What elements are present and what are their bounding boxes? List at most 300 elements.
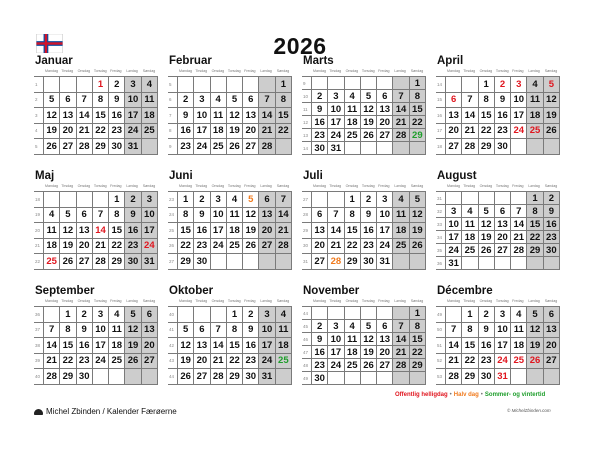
day-cell: 5 — [226, 92, 242, 108]
day-cell: 9 — [312, 333, 328, 346]
month-8 — [436, 170, 560, 283]
week-number: 37 — [34, 322, 44, 338]
day-cell — [377, 142, 393, 155]
weekday-label: Lørdag — [528, 69, 540, 73]
week-number: 53 — [436, 369, 446, 385]
day-cell: 14 — [393, 333, 409, 346]
day-cell: 28 — [275, 238, 291, 254]
month-3 — [302, 55, 426, 168]
day-cell — [409, 142, 425, 155]
day-cell: 16 — [543, 218, 559, 231]
day-cell: 10 — [328, 333, 344, 346]
day-cell: 17 — [494, 338, 510, 354]
day-cell: 8 — [462, 322, 478, 338]
day-cell: 9 — [194, 207, 210, 223]
day-cell: 25 — [210, 139, 226, 155]
week-row — [302, 333, 426, 346]
day-cell — [462, 192, 478, 205]
day-cell: 16 — [494, 108, 510, 124]
weekday-label: Onsdag — [77, 184, 91, 188]
day-cell: 20 — [377, 116, 393, 129]
day-cell: 24 — [511, 123, 527, 139]
weekday-label: Søndag — [544, 299, 558, 303]
day-cell: 7 — [462, 92, 478, 108]
day-cell — [328, 307, 344, 320]
week-number: 1 — [34, 77, 44, 93]
day-cell: 5 — [543, 77, 559, 93]
day-cell: 19 — [125, 338, 141, 354]
week-row — [168, 123, 292, 139]
day-cell: 9 — [109, 92, 125, 108]
weekday-label: Søndag — [276, 184, 290, 188]
day-cell: 17 — [446, 231, 462, 244]
day-cell: 18 — [462, 231, 478, 244]
week-number: 40 — [34, 369, 44, 385]
day-cell: 14 — [462, 108, 478, 124]
weekday-label: Lørdag — [126, 69, 138, 73]
day-cell: 25 — [344, 359, 360, 372]
day-cell — [478, 257, 494, 270]
day-cell: 23 — [194, 238, 210, 254]
day-cell: 10 — [125, 92, 141, 108]
week-row — [436, 218, 560, 231]
week-row — [302, 129, 426, 142]
day-cell — [125, 369, 141, 385]
weekday-label: Fredag — [110, 184, 122, 188]
day-cell: 25 — [527, 123, 543, 139]
week-number: 35 — [436, 244, 446, 257]
weekday-label: Onsdag — [211, 184, 225, 188]
day-cell: 7 — [275, 192, 291, 208]
day-cell — [511, 369, 527, 385]
week-row — [302, 254, 426, 270]
day-cell: 11 — [109, 322, 125, 338]
week-row — [436, 369, 560, 385]
day-cell: 1 — [60, 307, 76, 323]
month-name: September — [35, 285, 95, 297]
month-name: Maj — [35, 170, 55, 182]
day-cell: 15 — [409, 103, 425, 116]
week-row — [436, 139, 560, 155]
day-cell — [494, 257, 510, 270]
day-cell: 27 — [377, 129, 393, 142]
weekday-label: Torsdag — [361, 69, 375, 73]
week-number: 41 — [168, 322, 178, 338]
month-name: Juli — [303, 170, 323, 182]
day-cell: 8 — [409, 320, 425, 333]
day-cell: 31 — [141, 254, 157, 270]
day-cell: 6 — [377, 320, 393, 333]
day-cell: 16 — [178, 123, 194, 139]
week-row — [302, 320, 426, 333]
day-cell: 21 — [76, 123, 92, 139]
week-number: 48 — [302, 359, 312, 372]
week-number: 19 — [34, 207, 44, 223]
weekday-label: Søndag — [544, 69, 558, 73]
week-row — [168, 322, 292, 338]
day-cell: 14 — [275, 207, 291, 223]
day-cell: 12 — [527, 322, 543, 338]
week-row — [302, 346, 426, 359]
day-cell — [312, 77, 328, 90]
weekday-label: Tirsdag — [329, 69, 342, 73]
day-cell: 2 — [478, 307, 494, 323]
day-cell — [141, 369, 157, 385]
day-cell: 7 — [44, 322, 60, 338]
week-number: 45 — [302, 320, 312, 333]
day-cell — [377, 307, 393, 320]
day-cell: 20 — [312, 238, 328, 254]
day-cell: 29 — [60, 369, 76, 385]
weekday-label: Tirsdag — [195, 69, 208, 73]
day-cell — [226, 77, 242, 93]
day-cell: 15 — [226, 338, 242, 354]
week-number: 44 — [302, 307, 312, 320]
day-cell: 15 — [344, 223, 360, 239]
month-1 — [34, 55, 158, 168]
week-row — [34, 238, 158, 254]
day-cell — [194, 307, 210, 323]
day-cell: 24 — [194, 139, 210, 155]
day-cell — [328, 192, 344, 208]
day-cell: 18 — [210, 123, 226, 139]
day-cell — [141, 139, 157, 155]
day-cell: 9 — [125, 207, 141, 223]
weekday-label: Tirsdag — [329, 184, 342, 188]
weekday-label: Onsdag — [211, 69, 225, 73]
week-number: 36 — [436, 257, 446, 270]
weekday-label: Fredag — [378, 69, 390, 73]
week-row — [168, 139, 292, 155]
day-cell: 4 — [462, 205, 478, 218]
day-cell: 4 — [275, 307, 291, 323]
day-cell — [60, 192, 76, 208]
weekday-label: Søndag — [142, 69, 156, 73]
week-row — [34, 353, 158, 369]
day-cell: 3 — [210, 192, 226, 208]
day-cell: 18 — [226, 223, 242, 239]
day-cell — [178, 77, 194, 93]
day-cell — [527, 369, 543, 385]
day-cell: 8 — [478, 92, 494, 108]
week-number: 10 — [302, 90, 312, 103]
week-row — [302, 223, 426, 239]
day-cell: 24 — [328, 359, 344, 372]
week-number: 43 — [168, 353, 178, 369]
day-cell: 21 — [393, 346, 409, 359]
day-cell: 23 — [543, 231, 559, 244]
day-cell: 4 — [393, 192, 409, 208]
weekday-header — [446, 299, 560, 305]
day-cell: 12 — [44, 108, 60, 124]
weekday-label: Mandag — [313, 299, 326, 303]
day-cell — [259, 254, 275, 270]
day-cell: 6 — [377, 90, 393, 103]
month-6 — [168, 170, 292, 283]
day-cell — [275, 369, 291, 385]
day-cell: 26 — [243, 238, 259, 254]
day-cell: 16 — [76, 338, 92, 354]
day-cell: 5 — [178, 322, 194, 338]
day-cell: 6 — [446, 92, 462, 108]
day-cell: 20 — [141, 338, 157, 354]
day-cell: 6 — [76, 207, 92, 223]
day-cell — [377, 77, 393, 90]
day-cell: 20 — [543, 338, 559, 354]
week-number: 15 — [436, 92, 446, 108]
day-cell: 19 — [44, 123, 60, 139]
weekday-label: Tirsdag — [463, 69, 476, 73]
day-cell — [446, 307, 462, 323]
day-cell: 3 — [328, 90, 344, 103]
day-cell: 27 — [194, 369, 210, 385]
weekday-label: Tirsdag — [61, 69, 74, 73]
week-number: 5 — [34, 139, 44, 155]
day-cell — [377, 372, 393, 385]
day-cell: 28 — [210, 369, 226, 385]
week-number: 28 — [302, 207, 312, 223]
week-number: 27 — [302, 192, 312, 208]
day-cell: 14 — [92, 223, 108, 239]
day-cell: 14 — [511, 218, 527, 231]
day-cell: 26 — [409, 238, 425, 254]
day-cell: 17 — [194, 123, 210, 139]
day-cell: 6 — [141, 307, 157, 323]
day-cell: 10 — [377, 207, 393, 223]
day-cell: 17 — [210, 223, 226, 239]
day-cell: 24 — [210, 238, 226, 254]
weekday-label: Mandag — [447, 69, 460, 73]
weekday-label: Søndag — [142, 184, 156, 188]
day-cell: 12 — [226, 108, 242, 124]
week-row — [436, 77, 560, 93]
weekday-label: Mandag — [179, 69, 192, 73]
day-cell: 13 — [194, 338, 210, 354]
day-cell — [344, 77, 360, 90]
week-number: 8 — [168, 123, 178, 139]
day-cell: 8 — [344, 207, 360, 223]
day-cell: 10 — [446, 218, 462, 231]
weekday-label: Torsdag — [227, 69, 241, 73]
weekday-label: Lørdag — [528, 184, 540, 188]
day-cell: 29 — [478, 139, 494, 155]
day-cell: 26 — [360, 359, 376, 372]
day-cell: 7 — [328, 207, 344, 223]
day-cell: 8 — [60, 322, 76, 338]
weekday-label: Torsdag — [227, 299, 241, 303]
weekday-label: Onsdag — [479, 299, 493, 303]
week-row — [34, 369, 158, 385]
weekday-header — [312, 69, 426, 75]
day-cell: 17 — [511, 108, 527, 124]
day-cell: 9 — [478, 322, 494, 338]
day-cell: 1 — [462, 307, 478, 323]
day-cell: 25 — [109, 353, 125, 369]
weekday-label: Onsdag — [479, 184, 493, 188]
week-number: 5 — [168, 77, 178, 93]
day-cell: 31 — [377, 254, 393, 270]
day-cell: 16 — [194, 223, 210, 239]
month-grid — [436, 191, 560, 270]
day-cell: 23 — [109, 123, 125, 139]
weekday-label: Søndag — [410, 69, 424, 73]
week-row — [436, 123, 560, 139]
week-number: 50 — [436, 322, 446, 338]
month-grid — [168, 191, 292, 270]
day-cell: 11 — [210, 108, 226, 124]
day-cell: 27 — [259, 238, 275, 254]
day-cell: 8 — [92, 92, 108, 108]
day-cell: 23 — [76, 353, 92, 369]
day-cell: 31 — [328, 142, 344, 155]
day-cell: 25 — [462, 244, 478, 257]
week-number: 47 — [302, 346, 312, 359]
day-cell: 13 — [446, 108, 462, 124]
weekday-label: Onsdag — [77, 299, 91, 303]
day-cell: 10 — [494, 322, 510, 338]
day-cell: 1 — [275, 77, 291, 93]
week-number: 21 — [34, 238, 44, 254]
day-cell: 23 — [178, 139, 194, 155]
day-cell: 14 — [446, 338, 462, 354]
day-cell — [511, 192, 527, 205]
week-number: 42 — [168, 338, 178, 354]
week-row — [436, 108, 560, 124]
week-row — [168, 307, 292, 323]
month-grid — [34, 306, 158, 385]
week-number: 16 — [436, 108, 446, 124]
weekday-header — [44, 69, 158, 75]
day-cell: 3 — [141, 192, 157, 208]
day-cell: 18 — [44, 238, 60, 254]
month-name: November — [303, 285, 360, 297]
day-cell: 5 — [60, 207, 76, 223]
week-number: 31 — [302, 254, 312, 270]
day-cell — [210, 307, 226, 323]
week-row — [302, 372, 426, 385]
month-name: August — [437, 170, 477, 182]
day-cell: 30 — [312, 142, 328, 155]
day-cell — [462, 77, 478, 93]
day-cell: 4 — [511, 307, 527, 323]
week-number: 52 — [436, 353, 446, 369]
day-cell: 22 — [409, 346, 425, 359]
day-cell — [360, 142, 376, 155]
day-cell: 17 — [125, 108, 141, 124]
day-cell: 5 — [478, 205, 494, 218]
day-cell: 4 — [226, 192, 242, 208]
day-cell: 21 — [275, 223, 291, 239]
week-number: 18 — [34, 192, 44, 208]
day-cell: 25 — [141, 123, 157, 139]
week-row — [436, 244, 560, 257]
day-cell — [226, 254, 242, 270]
day-cell: 5 — [409, 192, 425, 208]
day-cell: 7 — [446, 322, 462, 338]
day-cell: 9 — [360, 207, 376, 223]
day-cell — [259, 77, 275, 93]
day-cell — [360, 307, 376, 320]
week-row — [34, 92, 158, 108]
day-cell: 30 — [243, 369, 259, 385]
day-cell: 2 — [360, 192, 376, 208]
day-cell — [543, 257, 559, 270]
legend-dst: Sommer- og vintertid — [484, 392, 546, 398]
weekday-label: Onsdag — [479, 69, 493, 73]
weekday-label: Tirsdag — [61, 184, 74, 188]
day-cell: 30 — [478, 369, 494, 385]
week-number: 49 — [302, 372, 312, 385]
day-cell — [44, 77, 60, 93]
month-grid — [168, 76, 292, 155]
day-cell: 13 — [543, 322, 559, 338]
day-cell: 10 — [328, 103, 344, 116]
day-cell: 24 — [377, 238, 393, 254]
week-row — [34, 223, 158, 239]
day-cell: 28 — [92, 254, 108, 270]
day-cell: 27 — [543, 353, 559, 369]
day-cell: 7 — [393, 90, 409, 103]
day-cell: 23 — [478, 353, 494, 369]
day-cell: 22 — [462, 353, 478, 369]
day-cell: 24 — [328, 129, 344, 142]
day-cell — [243, 254, 259, 270]
week-row — [168, 238, 292, 254]
day-cell — [178, 307, 194, 323]
day-cell: 24 — [92, 353, 108, 369]
weekday-label: Torsdag — [495, 69, 509, 73]
weekday-label: Onsdag — [345, 69, 359, 73]
day-cell — [511, 257, 527, 270]
week-row — [34, 254, 158, 270]
month-grid — [302, 76, 426, 155]
day-cell: 8 — [409, 90, 425, 103]
day-cell: 9 — [243, 322, 259, 338]
day-cell: 30 — [360, 254, 376, 270]
month-10 — [168, 285, 292, 398]
legend-holiday: Offentlig helligdag — [395, 392, 448, 398]
day-cell: 10 — [141, 207, 157, 223]
week-number: 9 — [302, 77, 312, 90]
week-row — [436, 205, 560, 218]
weekday-label: Søndag — [410, 299, 424, 303]
weekday-label: Mandag — [313, 184, 326, 188]
weekday-label: Fredag — [110, 69, 122, 73]
day-cell — [76, 77, 92, 93]
week-number: 23 — [168, 192, 178, 208]
day-cell: 18 — [393, 223, 409, 239]
month-name: Oktober — [169, 285, 214, 297]
day-cell: 13 — [377, 333, 393, 346]
day-cell — [462, 257, 478, 270]
weekday-header — [446, 69, 560, 75]
week-number: 40 — [168, 307, 178, 323]
week-number: 36 — [34, 307, 44, 323]
day-cell: 17 — [328, 346, 344, 359]
week-row — [168, 223, 292, 239]
day-cell: 3 — [328, 320, 344, 333]
month-grid — [436, 76, 560, 155]
day-cell: 26 — [44, 139, 60, 155]
day-cell: 2 — [312, 320, 328, 333]
weekday-header — [178, 299, 292, 305]
day-cell: 24 — [494, 353, 510, 369]
day-cell: 6 — [494, 205, 510, 218]
weekday-label: Søndag — [544, 184, 558, 188]
month-9 — [34, 285, 158, 398]
day-cell: 5 — [360, 320, 376, 333]
day-cell — [543, 139, 559, 155]
